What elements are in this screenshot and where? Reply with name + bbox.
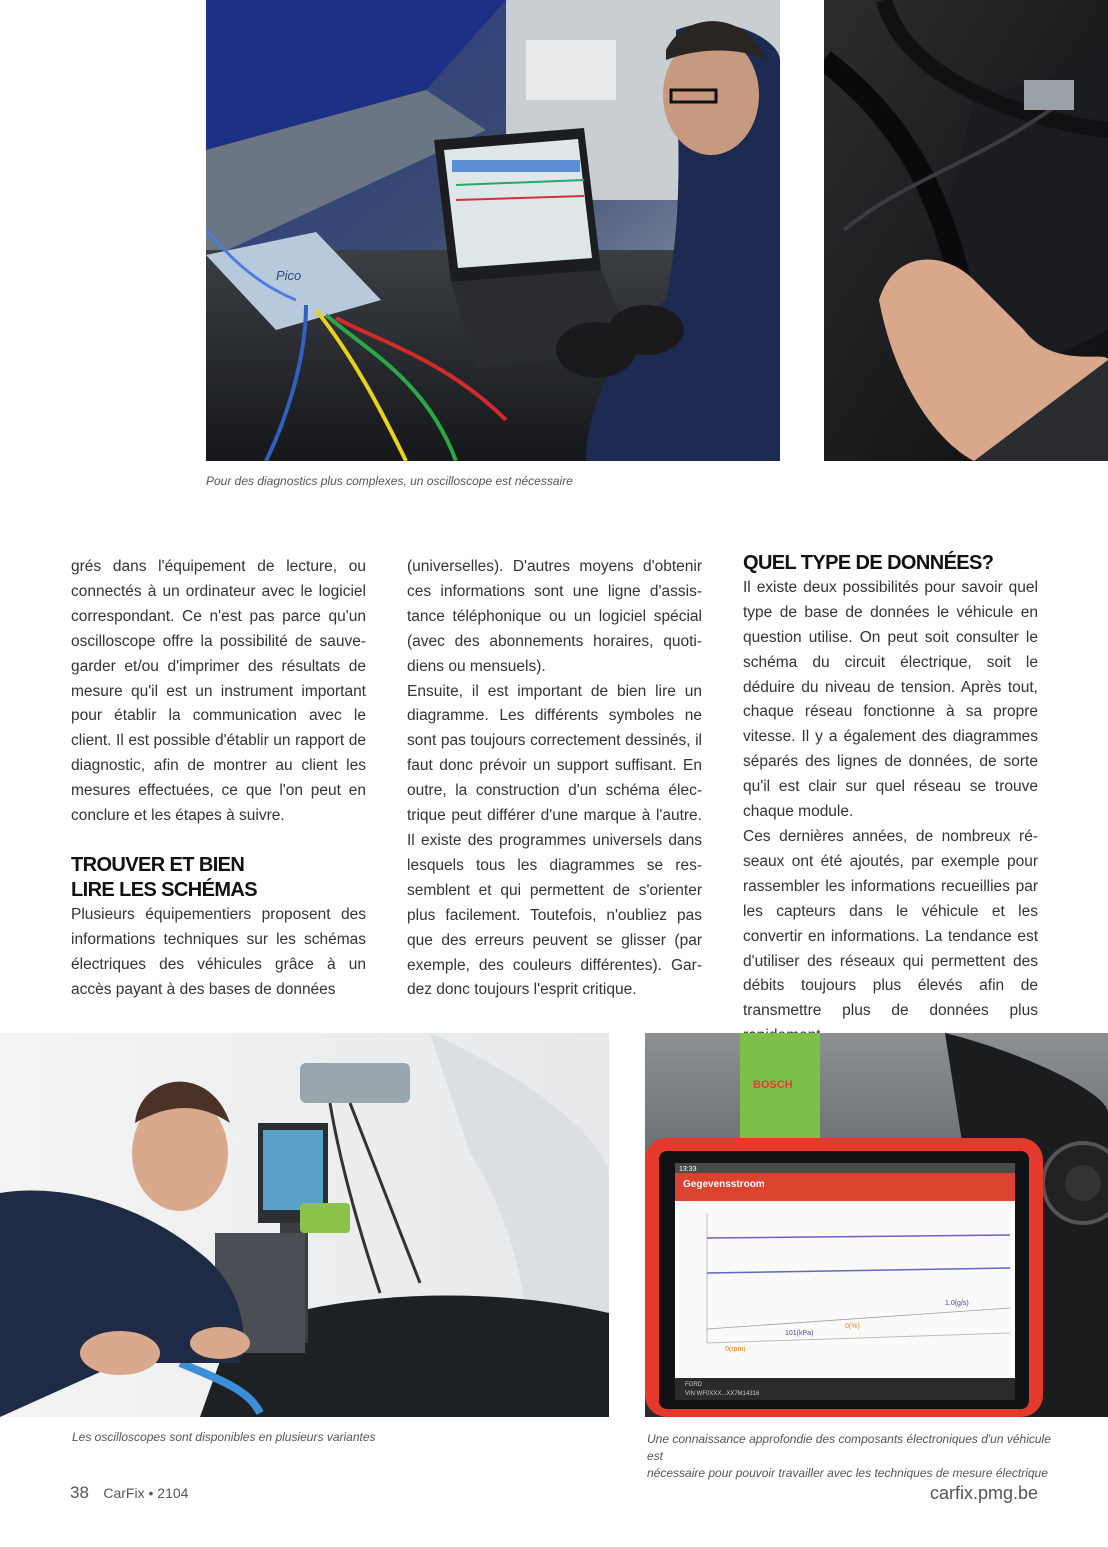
tablet-value: 1.0(g/s) [945,1300,969,1307]
tablet-time: 13:33 [679,1166,697,1173]
paragraph: Ces dernières années, de nombreux réseaux ont été ajoutés, par exemple pour rassembler les informations recueillies par les capteurs dans le véhicule et les convertir en informations. La tendance est d'utiliser des réseaux qui permettent des débits toujours plus élevés afin de transmettre plus de données plus [743,827,1038,1020]
section-heading-schemas [71,853,366,903]
caption-bottom-right [647,1431,1067,1482]
tablet-title: Gegevensstroom [683,1179,765,1190]
paragraph: grés dans l'équipement de lecture, ou connectés à un ordinateur avec le logiciel correspondant. Ce n'est pas parce qu'un oscilloscope offre la possibilité de sauvegarder et/ou d'imprimer des résultats de mesure qu'il est un instrument important pour établir la communication avec le client. Il est possible d'établir un rapport de diagnostic, afin de montrer au client les mesures effectuées, ce que l'on peut en conclure et les étapes à suivre. [71,558,366,825]
tablet-footer-make: FORD [685,1382,702,1388]
caption-line: nécessaire pour pouvoir travailler avec les techniques de mesure électrique [647,1466,1048,1480]
tablet-footer-vin: VIN WF0XXX...XX7M14316 [685,1391,760,1397]
magazine-issue: CarFix • 2104 [103,1485,189,1501]
heading-line: TROUVER ET BIEN [71,853,245,876]
paragraph: (universelles). D'autres moyens d'obtenir ces informations sont une ligne d'assistance téléphonique ou un logiciel spécial (avec des abonnements horaires, quotidiens ou mensuels). [407,558,702,675]
website-link[interactable]: carfix.pmg.be [929,1483,1038,1503]
caption-line: Une connaissance approfondie des composants électroniques d'un véhicule est [647,1432,1051,1463]
tablet-label-kpa: 101(kPa) [785,1330,814,1337]
pico-logo-text: Pico [276,268,302,283]
tablet-label-rpm: 0(rpm) [725,1346,746,1353]
paragraph: Ensuite, il est important de bien lire un diagramme. Les différents symboles ne sont pas toujours correctement dessinés, il faut donc prévoir un support suffisant. En outre, la construction d'un schéma électrique peut différer d'une marque à l'autre. Il existe des programmes universels dans lesquels tous les diagrammes se ressemblent et qui permettent de s'orienter plus facilement. Toutefois, n'oubliez pas que des erreurs peuvent se glisser (par exemple, des couleurs différentes). Gardez donc toujours l'esprit critique. [407,682,702,999]
tablet-label-percent: 0(%) [845,1323,860,1330]
text-column-3 [743,551,1038,1049]
photo-diagnostic-tablet [645,1033,1108,1417]
paragraph: Il existe deux possibilités pour savoir quel type de base de données le véhicule en question utilise. On peut soit consulter le schéma du circuit électrique, soit le déduire du niveau de tension. Après tout, chaque réseau fonctionne à sa propre vitesse. Il y a également des diagrammes séparés des lignes de données, de sorte qu'il est clair sur quel réseau se trouve chaque module. [743,578,1038,821]
photo-engine-hand [824,0,1108,461]
paragraph: Plusieurs équipementiers proposent des informations techniques sur les schémas électriques des véhicules grâce à un accès payant à des bases de données [71,905,366,998]
photo-mechanic-station [0,1033,609,1417]
text-column-1 [71,555,366,1002]
page-footer-left [70,1483,188,1503]
page-number: 38 [70,1483,89,1502]
bosch-logo-text: BOSCH [753,1079,793,1091]
text-column-2 [407,555,702,1003]
section-heading-donnees: QUEL TYPE DE DONNÉES? [743,552,994,574]
caption-bottom-left: Les oscilloscopes sont disponibles en plusieurs variantes [72,1430,376,1444]
photo-oscilloscope-laptop [206,0,780,461]
caption-top: Pour des diagnostics plus complexes, un oscilloscope est nécessaire [206,474,573,488]
heading-line: LIRE LES SCHÉMAS [71,878,257,901]
